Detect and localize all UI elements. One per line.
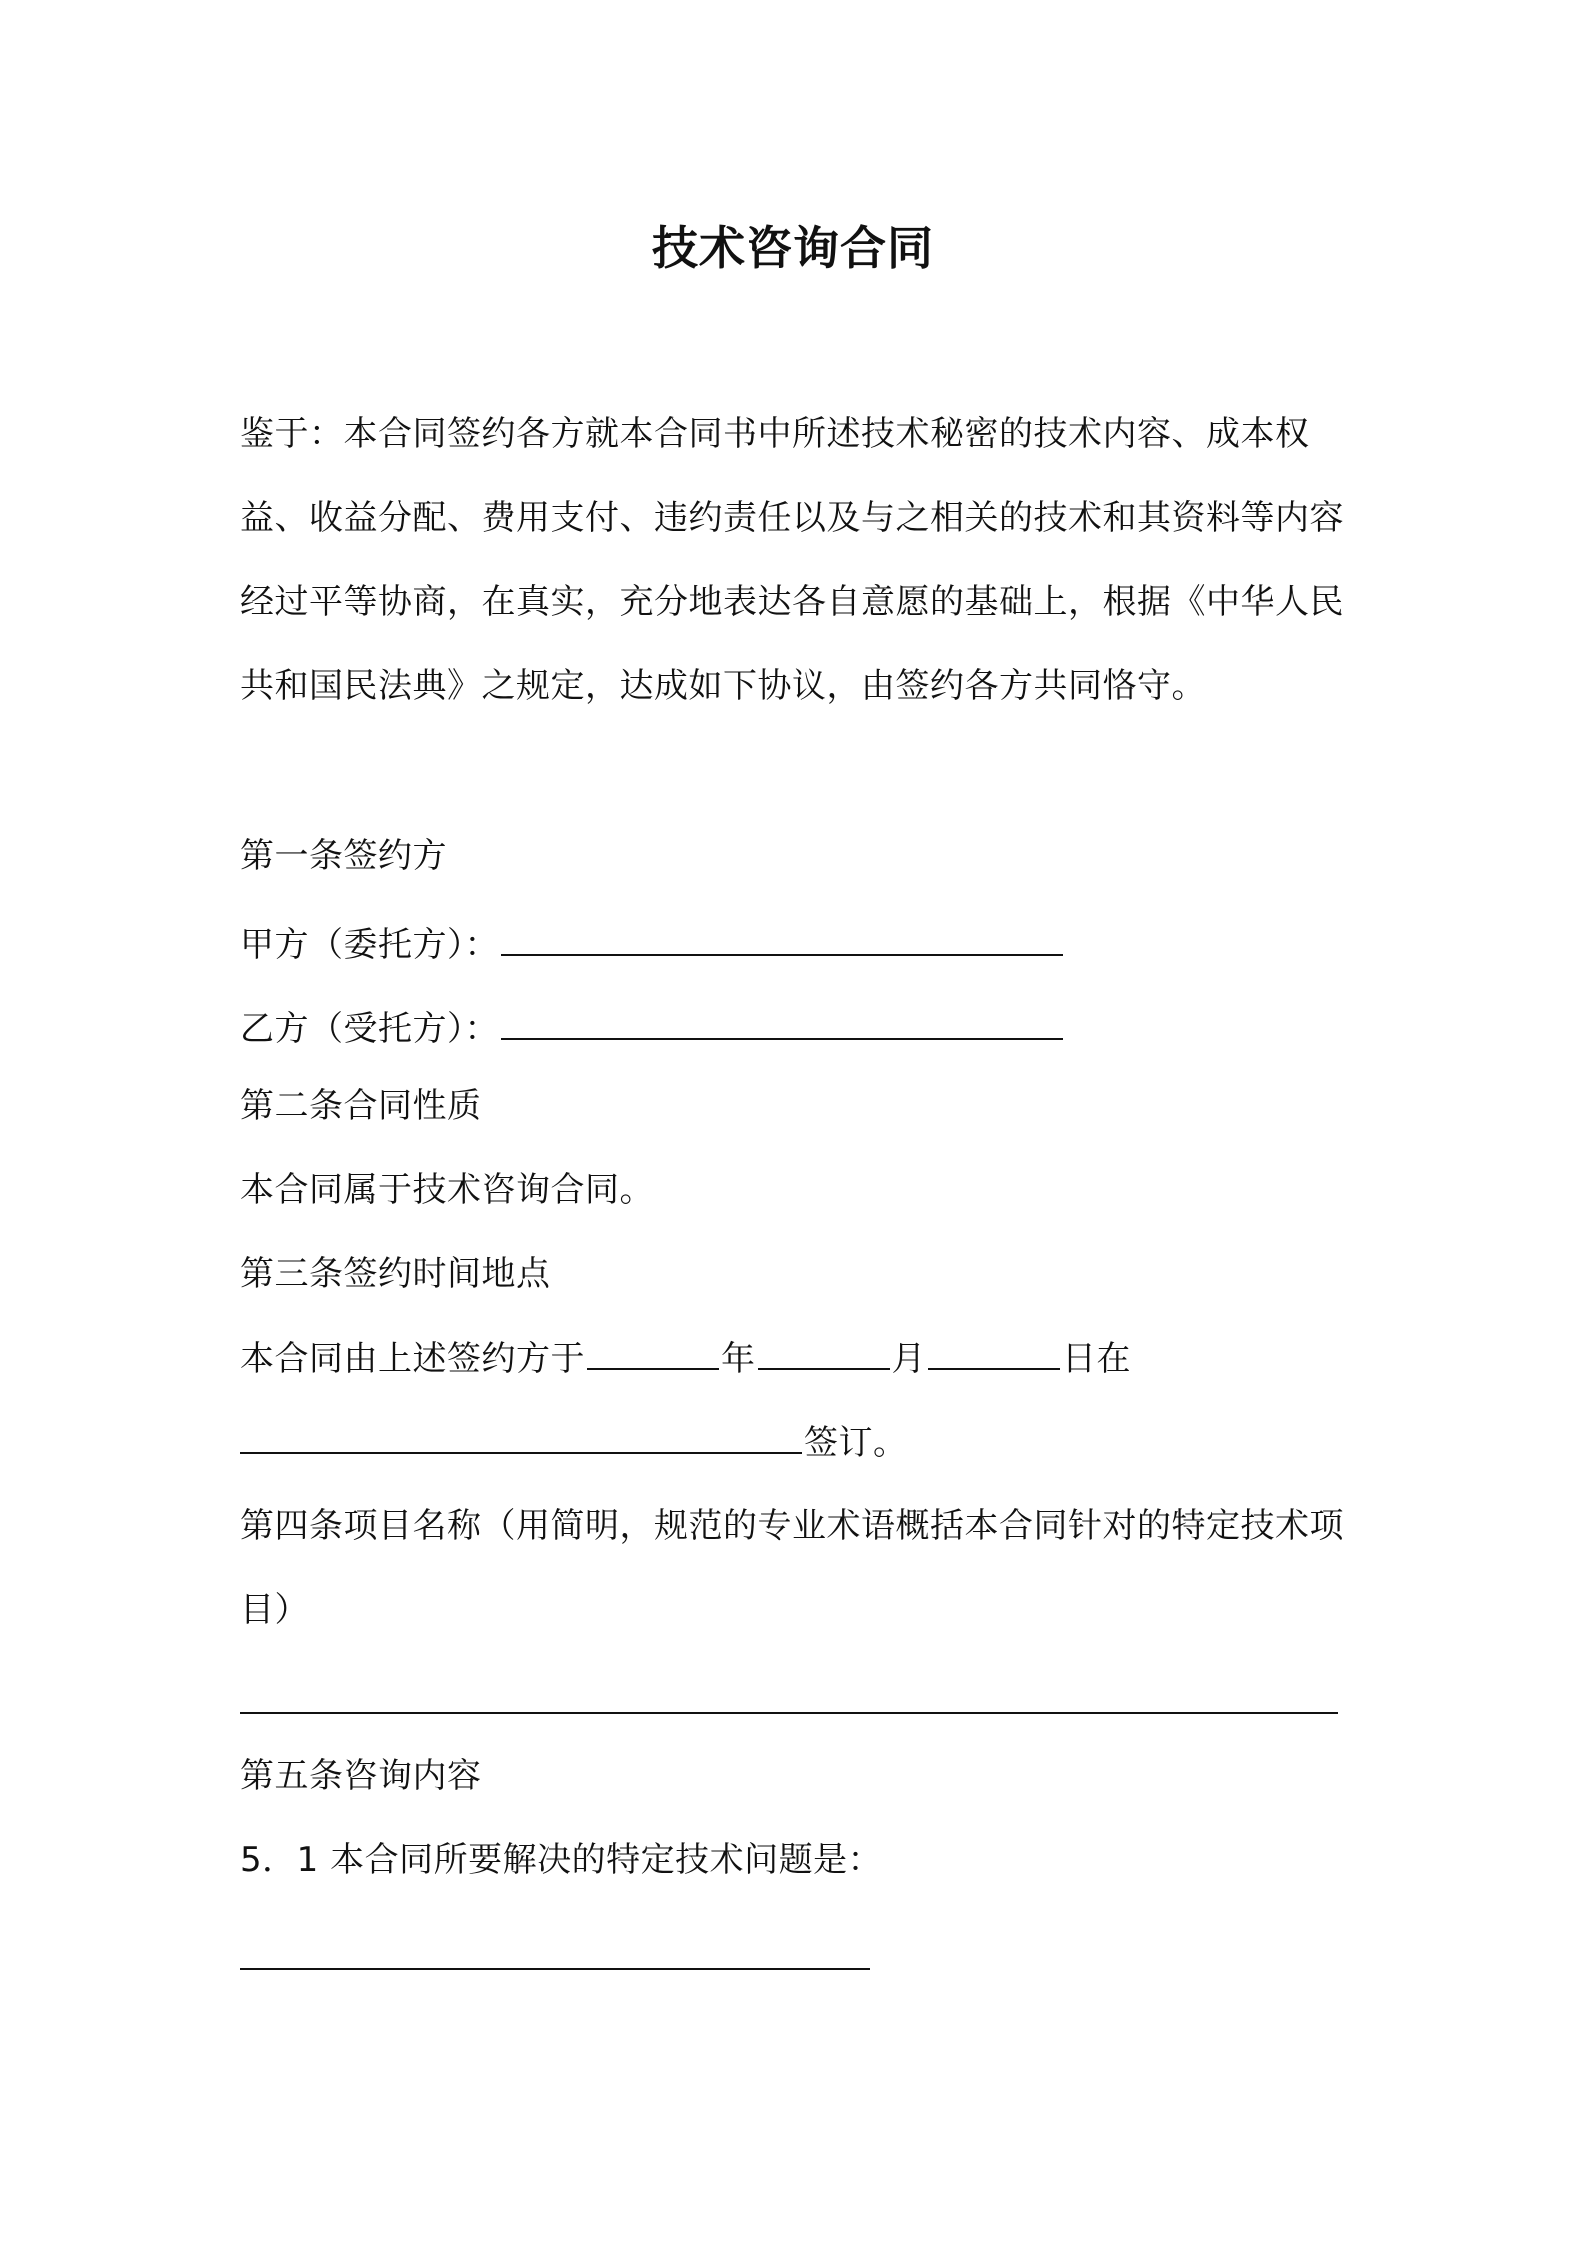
year-label: 年 bbox=[721, 1339, 756, 1379]
party-a-label: 甲方（委托方）： bbox=[240, 925, 499, 965]
article-4-heading: 第四条项目名称（用简明，规范的专业术语概括本合同针对的特定技术项目） bbox=[240, 1506, 1344, 1630]
day-blank[interactable] bbox=[928, 1334, 1060, 1370]
article-3-date-line bbox=[240, 1334, 1131, 1383]
party-b-blank[interactable] bbox=[501, 1004, 1063, 1040]
preamble-paragraph: 鉴于：本合同签约各方就本合同书中所述技术秘密的技术内容、成本权益、收益分配、费用支付、违约责任以及与之相关的技术和其资料等内容经过平等协商，在真实，充分地表达各自意愿的基础上，根据《中华人民共和国民法典》之规定，达成如下协议，由签约各方共同恪守。 bbox=[240, 414, 1344, 706]
day-label: 日在 bbox=[1062, 1339, 1131, 1379]
party-b-label: 乙方（受托方）： bbox=[240, 1009, 499, 1049]
document-title: 技术咨询合同 bbox=[652, 221, 934, 275]
article-3-place-line bbox=[240, 1418, 908, 1467]
article-3-prefix: 本合同由上述签约方于 bbox=[240, 1339, 585, 1379]
technical-problem-blank[interactable] bbox=[240, 1968, 870, 1970]
article-1-heading: 第一条签约方 bbox=[240, 836, 447, 876]
signed-label: 签订。 bbox=[804, 1423, 908, 1463]
month-blank[interactable] bbox=[758, 1334, 890, 1370]
party-b-line bbox=[240, 1004, 1065, 1053]
project-name-blank[interactable] bbox=[240, 1712, 1338, 1714]
article-2-heading: 第二条合同性质 bbox=[240, 1086, 482, 1126]
article-5-1-text: 5．1 本合同所要解决的特定技术问题是： bbox=[240, 1840, 883, 1880]
year-blank[interactable] bbox=[587, 1334, 719, 1370]
party-a-line bbox=[240, 920, 1065, 969]
article-3-heading: 第三条签约时间地点 bbox=[240, 1254, 551, 1294]
article-5-heading: 第五条咨询内容 bbox=[240, 1756, 482, 1796]
place-blank[interactable] bbox=[240, 1418, 802, 1454]
party-a-blank[interactable] bbox=[501, 920, 1063, 956]
month-label: 月 bbox=[891, 1339, 926, 1379]
article-2-text: 本合同属于技术咨询合同。 bbox=[240, 1170, 654, 1210]
